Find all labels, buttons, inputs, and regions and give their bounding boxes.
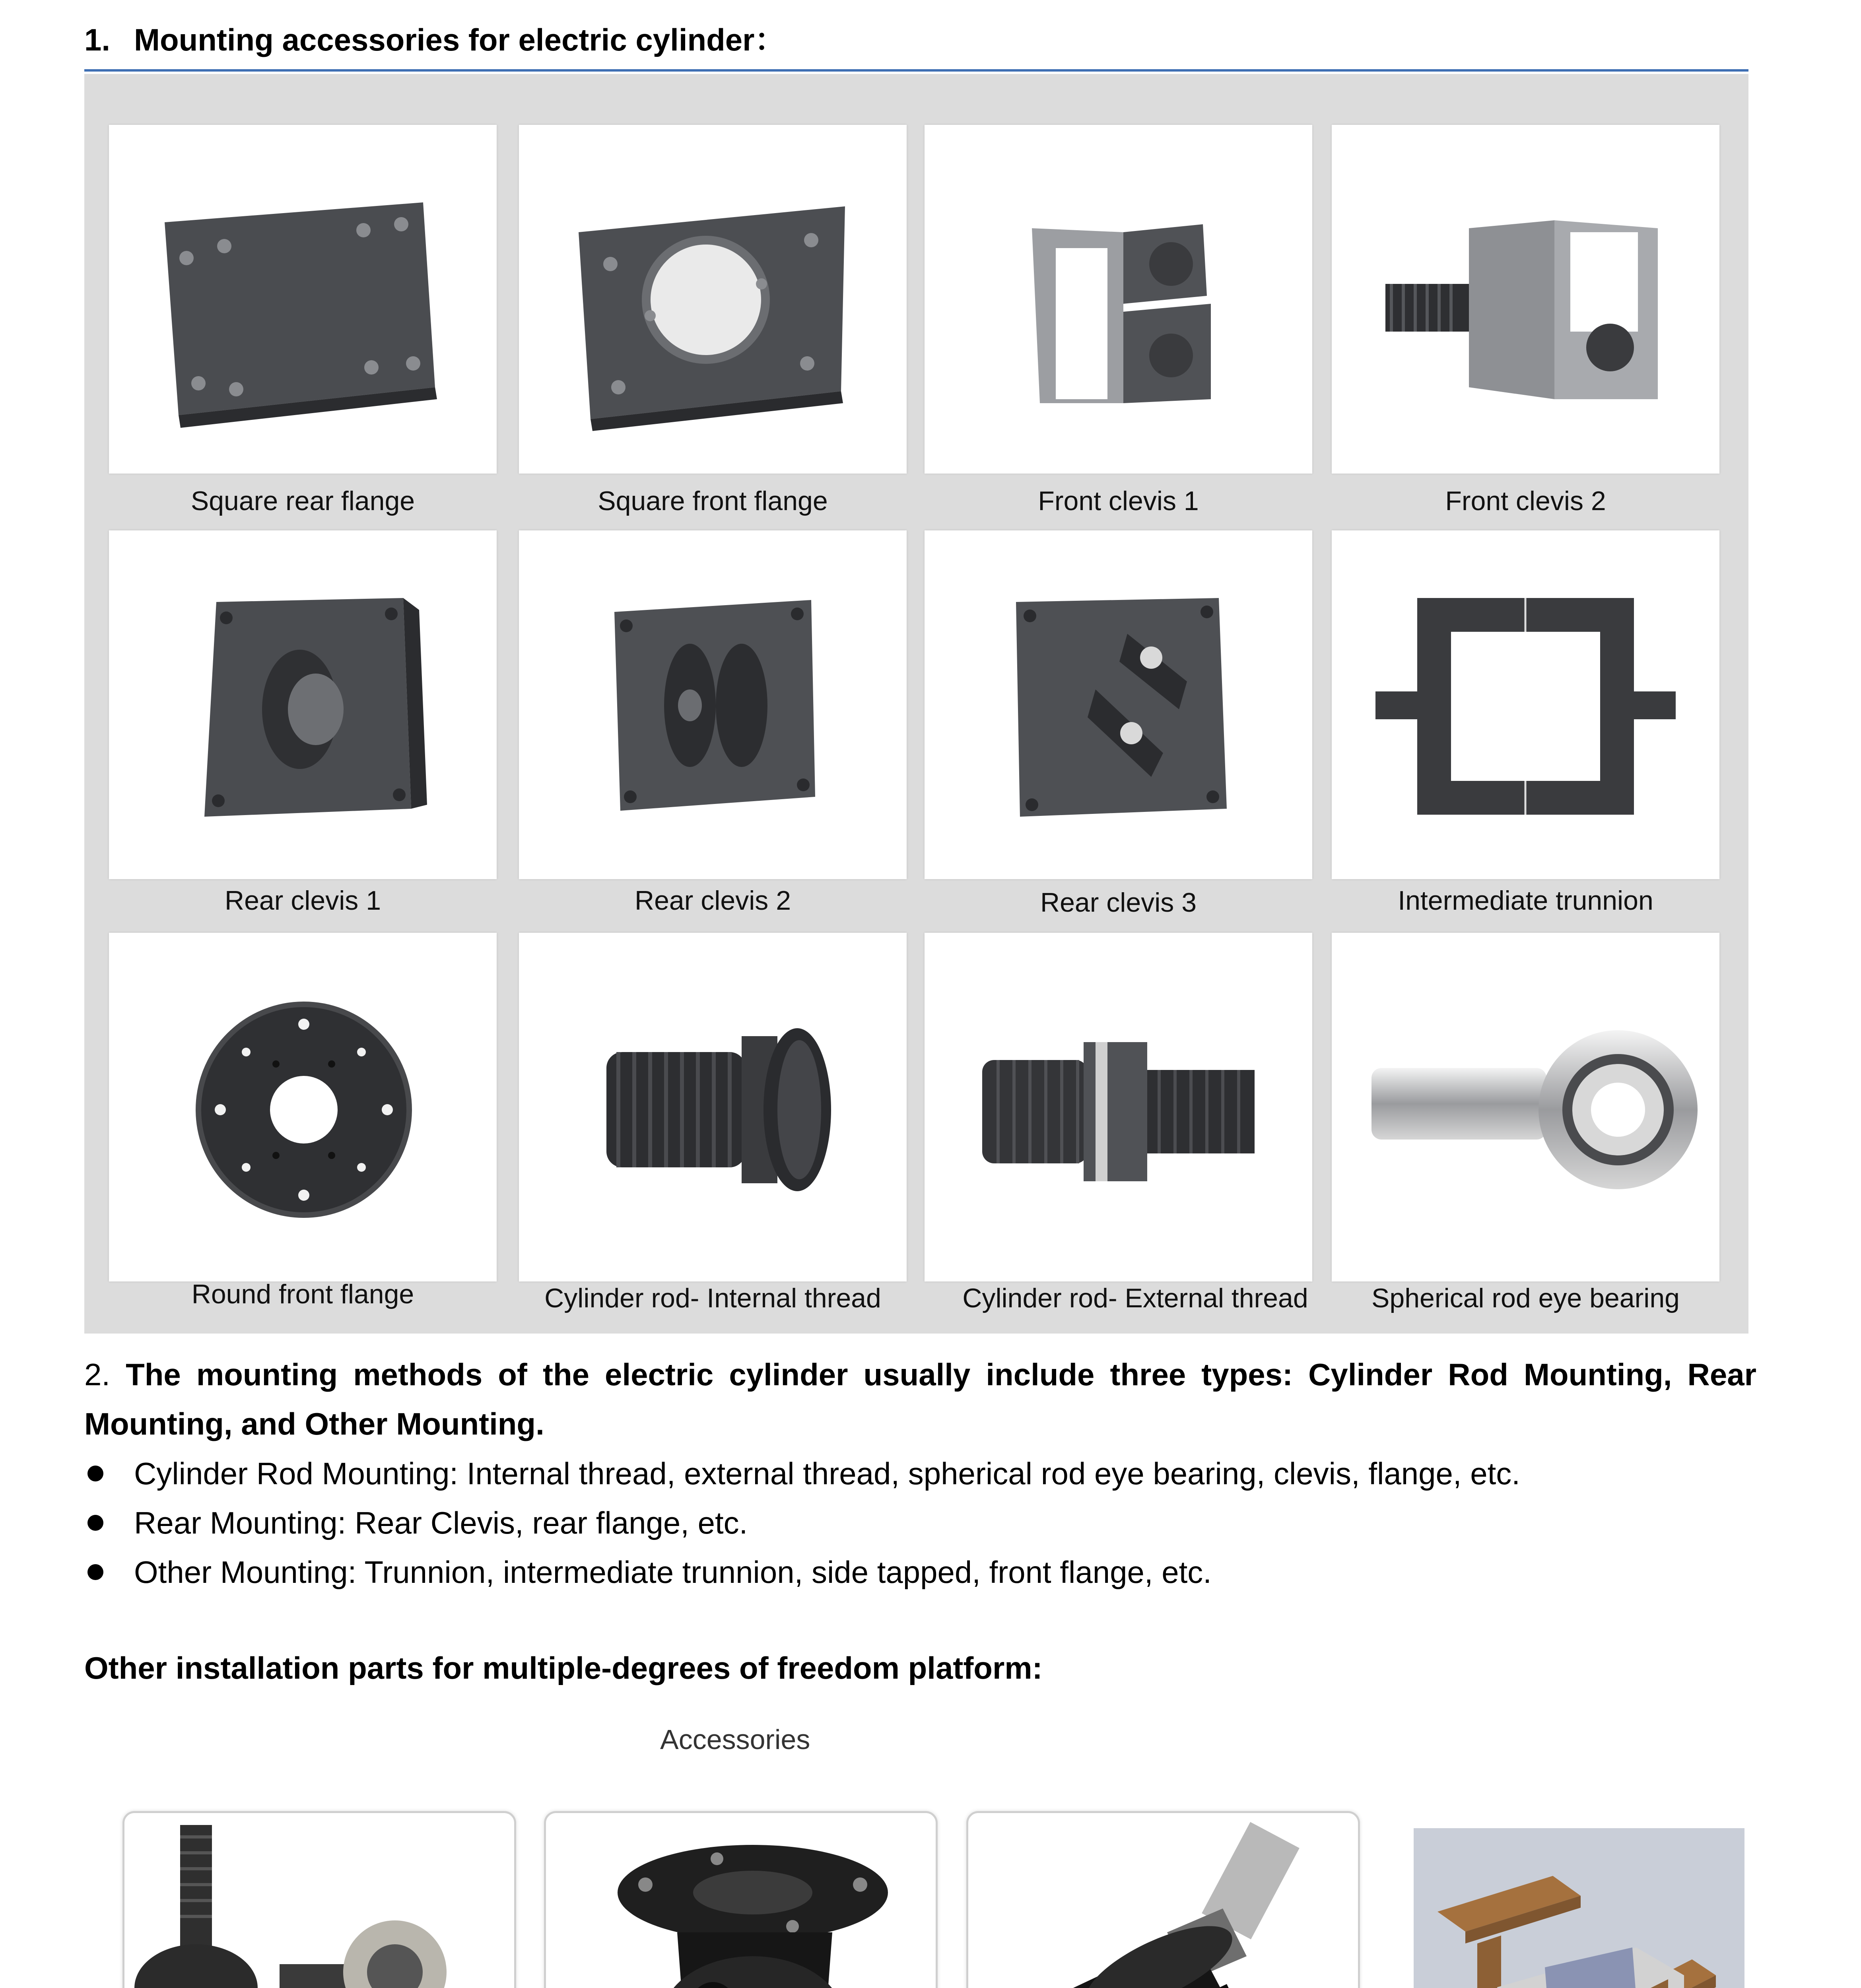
accessories-panel [84, 74, 1748, 1334]
round-front-flange-icon [109, 933, 497, 1281]
floating-terminal-icon [968, 1813, 1358, 1988]
accessory-card [109, 933, 497, 1281]
accessory-caption: Cylinder rod- Internal thread [544, 1283, 881, 1313]
joint-bearing-icon [124, 1813, 514, 1988]
heading-rule [84, 69, 1748, 72]
rear-clevis-3-icon [925, 530, 1312, 879]
section-2-paragraph [84, 1350, 1756, 1448]
accessory-caption: Intermediate trunnion [1398, 885, 1653, 916]
front-clevis-1-icon [925, 125, 1312, 474]
section-1-heading [84, 15, 786, 60]
accessories-title: Accessories [660, 1724, 810, 1755]
list-item-text: Cylinder Rod Mounting: Internal thread, external thread, spherical rod eye bearing, clevis, flange, etc. [134, 1456, 1520, 1491]
hookes-joint-image [1414, 1828, 1744, 1988]
accessory-card [925, 125, 1312, 474]
accessory-card [1332, 125, 1719, 474]
intermediate-trunnion-icon [1332, 530, 1719, 879]
accessory-caption: Square front flange [598, 486, 828, 516]
list-item-text: Rear Mounting: Rear Clevis, rear flange, etc. [134, 1505, 748, 1540]
accessory-caption: Rear clevis 1 [224, 885, 381, 916]
list-item [84, 1449, 1762, 1498]
section-2-text: The mounting methods of the electric cylinder usually include three types: Cylinder Rod Mounting, Rear Mounting, and Other Mounting. [84, 1357, 1756, 1441]
accessory-caption: Front clevis 2 [1445, 486, 1606, 516]
list-item [84, 1498, 1762, 1547]
part-card [966, 1811, 1360, 1988]
accessory-card [519, 530, 907, 879]
accessory-card [925, 933, 1312, 1281]
accessory-caption: Rear clevis 3 [1040, 887, 1197, 918]
accessory-caption: Square rear flange [190, 486, 415, 516]
square-rear-flange-icon [109, 125, 497, 474]
spherical-rod-eye-bearing-icon [1332, 933, 1719, 1281]
section-1-number: 1. [84, 22, 111, 57]
list-item-text: Other Mounting: Trunnion, intermediate trunnion, side tapped, front flange, etc. [134, 1555, 1212, 1590]
accessory-caption: Spherical rod eye bearing [1371, 1283, 1680, 1313]
accessory-card [925, 530, 1312, 879]
accessory-caption: Cylinder rod- External thread [962, 1283, 1308, 1313]
accessory-caption: Round front flange [191, 1279, 414, 1309]
square-front-flange-icon [519, 125, 907, 474]
section-3-heading: Other installation parts for multiple-degrees of freedom platform: [84, 1650, 1043, 1685]
part-card [122, 1811, 516, 1988]
mounting-methods-list [84, 1449, 1762, 1597]
accessory-card [109, 530, 497, 879]
accessory-card [1332, 933, 1719, 1281]
accessory-card [1332, 530, 1719, 879]
front-clevis-2-icon [1332, 125, 1719, 474]
bullet-icon [87, 1466, 103, 1481]
rear-clevis-1-icon [109, 530, 497, 879]
section-1-title: Mounting accessories for electric cylinder： [134, 22, 786, 57]
rear-clevis-2-icon [519, 530, 907, 879]
section-2-number: 2. [84, 1357, 111, 1392]
accessory-caption: Rear clevis 2 [634, 885, 791, 916]
cylinder-rod-external-thread-icon [925, 933, 1312, 1281]
hookes-joint-icon [1414, 1828, 1744, 1988]
bullet-icon [87, 1515, 103, 1531]
universal-joint-icon [546, 1813, 936, 1988]
list-item [84, 1547, 1762, 1597]
cylinder-rod-internal-thread-icon [519, 933, 907, 1281]
part-card [544, 1811, 938, 1988]
accessory-caption: Front clevis 1 [1038, 486, 1199, 516]
bullet-icon [87, 1564, 103, 1580]
accessory-card [109, 125, 497, 474]
accessory-card [519, 933, 907, 1281]
accessory-card [519, 125, 907, 474]
